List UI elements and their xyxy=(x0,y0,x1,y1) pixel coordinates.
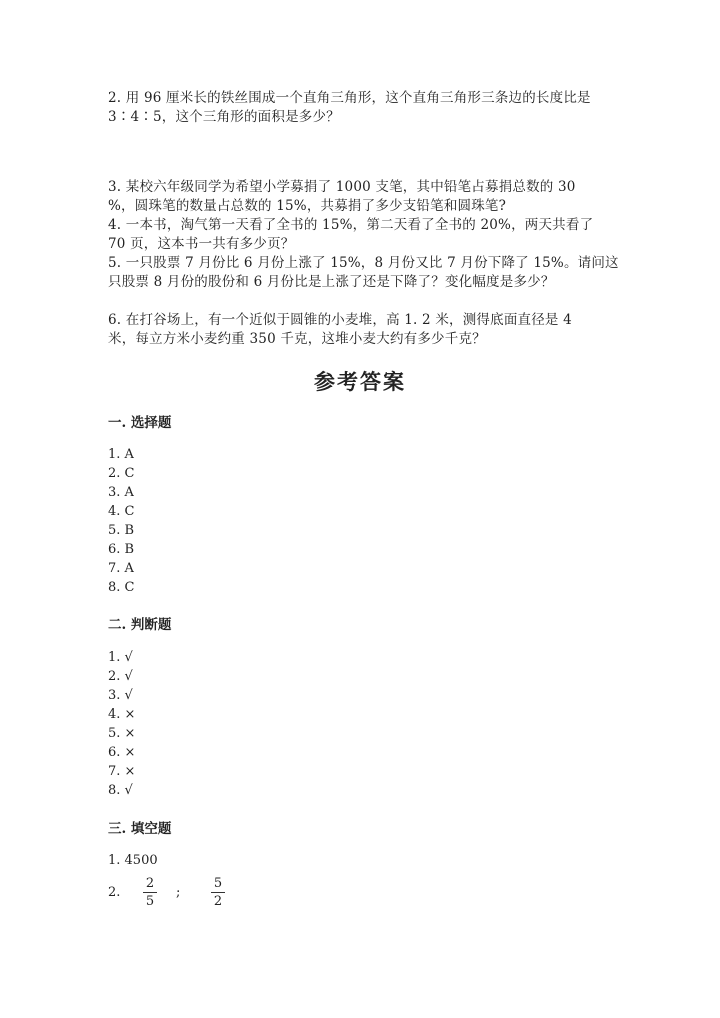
answers-title: 参考答案 xyxy=(314,369,406,394)
answer-item: 6. × xyxy=(108,745,136,760)
answer-item: 2. C xyxy=(108,466,135,481)
problem-4-line-2: 70 页，这本书一共有多少页？ xyxy=(108,236,295,252)
problem-3-line-2: %，圆珠笔的数量占总数的 15%，共募捐了多少支铅笔和圆珠笔? xyxy=(108,198,507,214)
answer-item: 8. √ xyxy=(108,783,133,798)
answer-separator: ; xyxy=(176,885,181,900)
answer-item-label: 2. xyxy=(108,885,121,900)
fraction-bar xyxy=(211,892,225,893)
answer-item: 4. C xyxy=(108,504,135,519)
problem-3-line-1: 3. 某校六年级同学为希望小学募捐了 1000 支笔，其中铅笔占募捐总数的 30 xyxy=(108,179,576,195)
fraction-denominator: 5 xyxy=(145,894,155,909)
problem-6-line-2: 米，每立方米小麦约重 350 千克，这堆小麦大约有多少千克？ xyxy=(108,331,486,347)
answer-item: 1. √ xyxy=(108,650,133,665)
answer-item: 3. √ xyxy=(108,688,133,703)
section-3-heading: 三. 填空题 xyxy=(108,821,172,837)
problem-2-line-2: 3∶4∶5，这个三角形的面积是多少？ xyxy=(108,109,340,125)
fraction-denominator: 2 xyxy=(213,894,223,909)
problem-4-line-1: 4. 一本书，淘气第一天看了全书的 15%，第二天看了全书的 20%，两天共看了 xyxy=(108,217,594,233)
section-1-heading: 一. 选择题 xyxy=(108,415,172,431)
fraction-bar xyxy=(143,892,157,893)
answer-item: 7. × xyxy=(108,764,136,779)
problem-6-line-1: 6. 在打谷场上，有一个近似于圆锥的小麦堆，高 1. 2 米，测得底面直径是 4 xyxy=(108,312,572,328)
answer-item: 2. √ xyxy=(108,669,133,684)
problem-5-line-1: 5. 一只股票 7 月份比 6 月份上涨了 15%，8 月份又比 7 月份下降了 15%。请问这 xyxy=(108,255,619,271)
answer-item: 3. A xyxy=(108,485,134,500)
answer-item: 5. × xyxy=(108,726,136,741)
answer-item: 7. A xyxy=(108,561,134,576)
answer-item: 1. 4500 xyxy=(108,853,158,868)
fraction-numerator: 5 xyxy=(213,876,223,891)
fraction xyxy=(143,876,157,909)
problem-5-line-2: 只股票 8 月份的股份和 6 月份比是上涨了还是下降了？变化幅度是多少？ xyxy=(108,274,555,290)
fraction-numerator: 2 xyxy=(145,876,155,891)
answer-item: 8. C xyxy=(108,580,135,595)
section-2-heading: 二. 判断题 xyxy=(108,617,172,633)
answer-item: 5. B xyxy=(108,523,135,538)
answer-item: 4. × xyxy=(108,707,136,722)
fraction xyxy=(211,876,225,909)
problem-2-line-1: 2. 用 96 厘米长的铁丝围成一个直角三角形，这个直角三角形三条边的长度比是 xyxy=(108,90,591,106)
answer-item: 1. A xyxy=(108,447,134,462)
answer-item: 6. B xyxy=(108,542,135,557)
